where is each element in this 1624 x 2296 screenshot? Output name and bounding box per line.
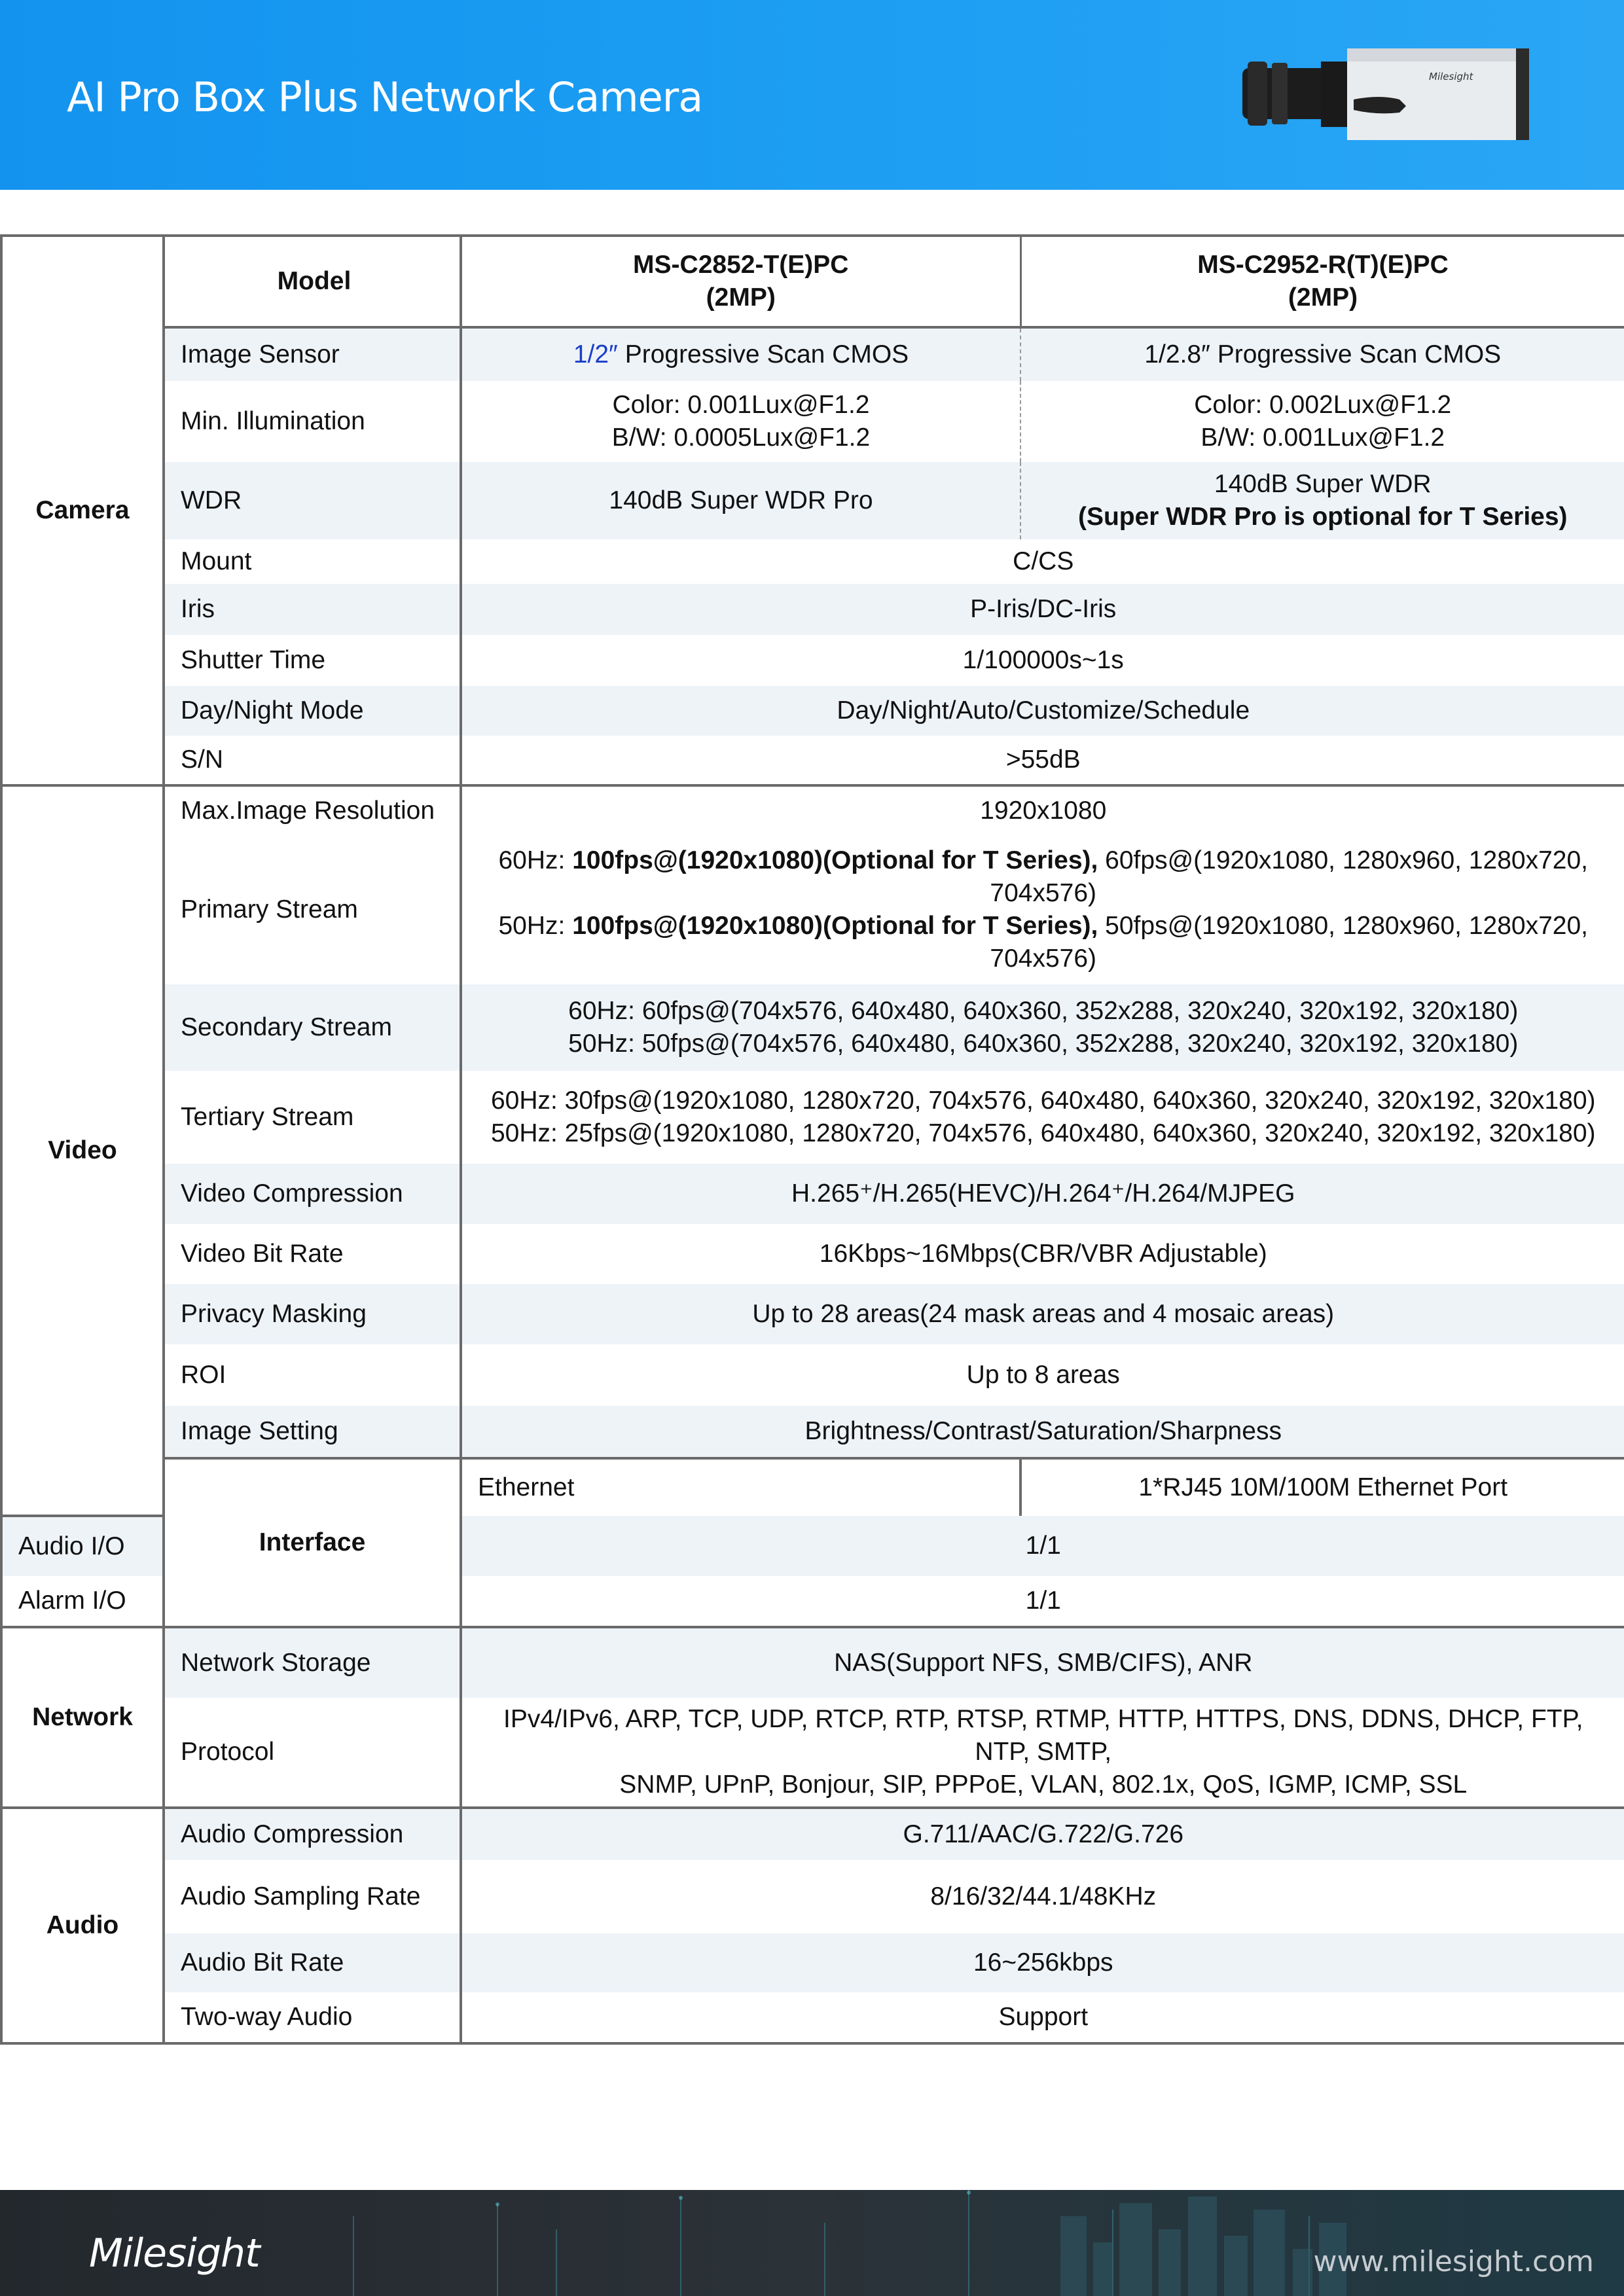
row-day-night (1, 686, 1624, 736)
row-min-illumination (1, 381, 1624, 462)
iris-label: Iris (164, 584, 461, 635)
protocol-value: IPv4/IPv6, ARP, TCP, UDP, RTCP, RTP, RTSP, RTMP, HTTP, HTTPS, DNS, DDNS, DHCP, FTP, NTP, SMTP, SNMP, UPnP, Bonjour, SIP, PPPoE, VLAN, 802.1x, QoS, IGMP, ICMP, SSL (461, 1698, 1624, 1808)
row-network-storage (1, 1627, 1624, 1698)
video-compression-label: Video Compression (164, 1164, 461, 1224)
camera-brand-label: Milesight (1429, 71, 1473, 82)
row-video-compression (1, 1164, 1624, 1224)
model-1-name: MS-C2852-T(E)PC (633, 251, 849, 279)
audio-bitrate-value: 16~256kbps (461, 1933, 1624, 1992)
image-sensor-value-2: 1/2.8″ Progressive Scan CMOS (1020, 327, 1624, 381)
sn-label: S/N (164, 736, 461, 785)
image-sensor-value-1: 1/2″ Progressive Scan CMOS (461, 327, 1020, 381)
video-bitrate-value: 16Kbps~16Mbps(CBR/VBR Adjustable) (461, 1224, 1624, 1284)
row-video-bitrate (1, 1224, 1624, 1284)
image-setting-value: Brightness/Contrast/Saturation/Sharpness (461, 1406, 1624, 1458)
shutter-label: Shutter Time (164, 635, 461, 686)
model-1-res: (2MP) (706, 283, 776, 312)
row-mount (1, 539, 1624, 584)
two-way-audio-label: Two-way Audio (164, 1992, 461, 2043)
mount-label: Mount (164, 539, 461, 584)
audio-bitrate-label: Audio Bit Rate (164, 1933, 461, 1992)
iris-value: P-Iris/DC-Iris (461, 584, 1624, 635)
wdr-value-2: 140dB Super WDR (Super WDR Pro is optional for T Series) (1020, 462, 1624, 539)
wdr-label: WDR (164, 462, 461, 539)
video-compression-value: H.265⁺/H.265(HEVC)/H.264⁺/H.264/MJPEG (461, 1164, 1624, 1224)
category-camera: Camera (1, 236, 164, 785)
audio-sampling-value: 8/16/32/44.1/48KHz (461, 1860, 1624, 1933)
row-sn (1, 736, 1624, 785)
row-audio-sampling (1, 1860, 1624, 1933)
model-2-res: (2MP) (1288, 283, 1358, 312)
row-ethernet (1, 1458, 1624, 1516)
model-label: Model (164, 236, 461, 327)
row-shutter (1, 635, 1624, 686)
alarm-io-value: 1/1 (461, 1576, 1624, 1627)
max-resolution-label: Max.Image Resolution (164, 785, 461, 835)
min-illumination-value-1: Color: 0.001Lux@F1.2 B/W: 0.0005Lux@F1.2 (461, 381, 1020, 462)
row-wdr (1, 462, 1624, 539)
model-2 (1020, 236, 1624, 327)
day-night-value: Day/Night/Auto/Customize/Schedule (461, 686, 1624, 736)
ethernet-value: 1*RJ45 10M/100M Ethernet Port (1020, 1458, 1624, 1516)
video-bitrate-label: Video Bit Rate (164, 1224, 461, 1284)
row-audio-bitrate (1, 1933, 1624, 1992)
image-setting-label: Image Setting (164, 1406, 461, 1458)
row-two-way-audio (1, 1992, 1624, 2043)
shutter-value: 1/100000s~1s (461, 635, 1624, 686)
model-1 (461, 236, 1020, 327)
row-protocol (1, 1698, 1624, 1808)
image-sensor-label: Image Sensor (164, 327, 461, 381)
footer-logo: Milesight (89, 2231, 260, 2276)
category-video: Video (1, 785, 164, 1516)
mount-value: C/CS (461, 539, 1624, 584)
network-storage-label: Network Storage (164, 1627, 461, 1698)
row-roi (1, 1344, 1624, 1406)
row-privacy-masking (1, 1284, 1624, 1344)
privacy-masking-value: Up to 28 areas(24 mask areas and 4 mosaic areas) (461, 1284, 1624, 1344)
primary-stream-value: 60Hz: 100fps@(1920x1080)(Optional for T Series), 60fps@(1920x1080, 1280x960, 1280x720, 704x576) 50Hz: 100fps@(1920x1080)(Optional for T Series), 50fps@(1920x1080, 1280x960, 1280x720, 704x576) (461, 835, 1624, 984)
row-image-sensor (1, 327, 1624, 381)
two-way-audio-value: Support (461, 1992, 1624, 2043)
wdr-value-1: 140dB Super WDR Pro (461, 462, 1020, 539)
roi-value: Up to 8 areas (461, 1344, 1624, 1406)
roi-label: ROI (164, 1344, 461, 1406)
network-storage-value: NAS(Support NFS, SMB/CIFS), ANR (461, 1627, 1624, 1698)
page-title: AI Pro Box Plus Network Camera (67, 73, 703, 121)
row-max-resolution (1, 785, 1624, 835)
footer-website-link[interactable]: www.milesight.com (1313, 2245, 1594, 2278)
row-primary-stream (1, 835, 1624, 984)
max-resolution-value: 1920x1080 (461, 785, 1624, 835)
model-row (1, 236, 1624, 327)
model-2-name: MS-C2952-R(T)(E)PC (1197, 251, 1449, 279)
category-audio: Audio (1, 1808, 164, 2043)
footer-banner (0, 2190, 1624, 2296)
camera-product-image (1242, 42, 1537, 147)
row-secondary-stream (1, 984, 1624, 1071)
tertiary-stream-label: Tertiary Stream (164, 1071, 461, 1164)
min-illumination-label: Min. Illumination (164, 381, 461, 462)
alarm-io-label: Alarm I/O (1, 1576, 164, 1627)
row-image-setting (1, 1406, 1624, 1458)
audio-compression-label: Audio Compression (164, 1808, 461, 1860)
protocol-label: Protocol (164, 1698, 461, 1808)
audio-sampling-label: Audio Sampling Rate (164, 1860, 461, 1933)
sn-value: >55dB (461, 736, 1624, 785)
min-illumination-value-2: Color: 0.002Lux@F1.2 B/W: 0.001Lux@F1.2 (1020, 381, 1624, 462)
primary-stream-label: Primary Stream (164, 835, 461, 984)
category-network: Network (1, 1627, 164, 1808)
audio-io-label: Audio I/O (1, 1516, 164, 1576)
row-audio-compression (1, 1808, 1624, 1860)
secondary-stream-value: 60Hz: 60fps@(704x576, 640x480, 640x360, 352x288, 320x240, 320x192, 320x180) 50Hz: 50fps@(704x576, 640x480, 640x360, 352x288, 320x240, 320x192, 320x180) (461, 984, 1624, 1071)
header-banner (0, 0, 1624, 190)
spec-table (0, 234, 1624, 2045)
audio-compression-value: G.711/AAC/G.722/G.726 (461, 1808, 1624, 1860)
day-night-label: Day/Night Mode (164, 686, 461, 736)
tertiary-stream-value: 60Hz: 30fps@(1920x1080, 1280x720, 704x576, 640x480, 640x360, 320x240, 320x192, 320x180) 50Hz: 25fps@(1920x1080, 1280x720, 704x576, 640x480, 640x360, 320x240, 320x192, 320x180) (461, 1071, 1624, 1164)
row-tertiary-stream (1, 1071, 1624, 1164)
ethernet-label: Ethernet (461, 1458, 1020, 1516)
audio-io-value: 1/1 (461, 1516, 1624, 1576)
row-iris (1, 584, 1624, 635)
privacy-masking-label: Privacy Masking (164, 1284, 461, 1344)
category-interface: Interface (164, 1458, 461, 1627)
secondary-stream-label: Secondary Stream (164, 984, 461, 1071)
